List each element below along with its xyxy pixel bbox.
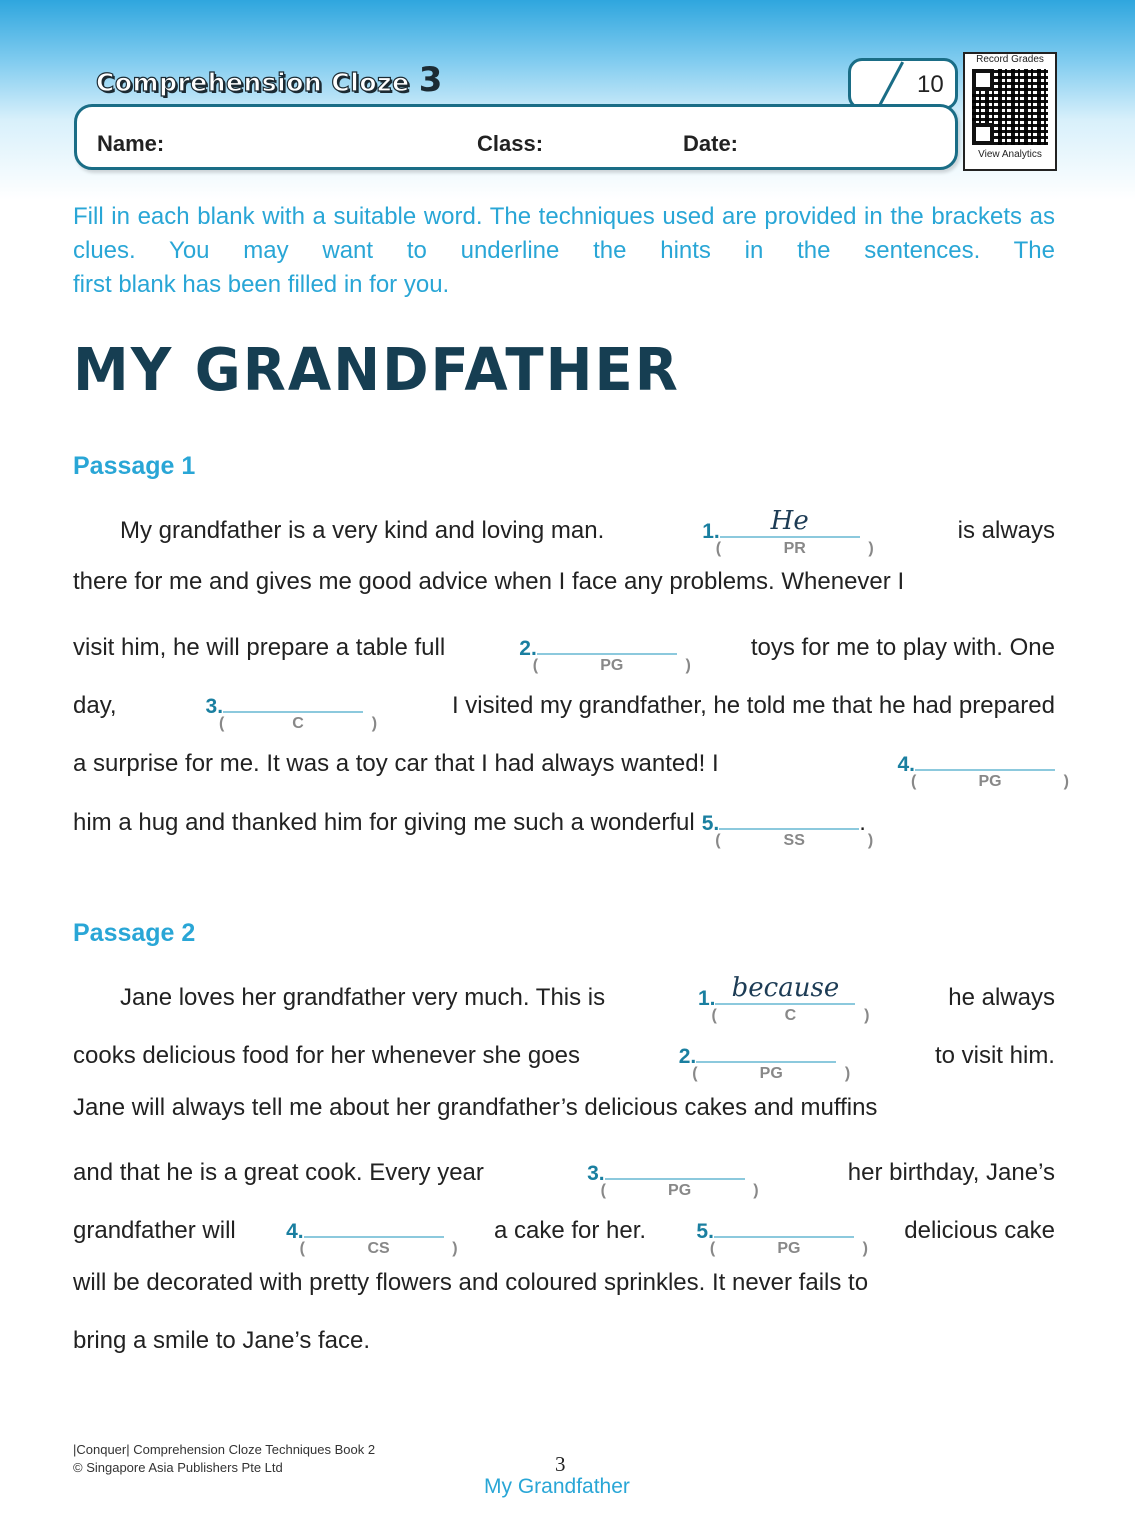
technique-clue: ( PG ) (709, 1240, 868, 1258)
passage-text: to visit him. (934, 1042, 1055, 1070)
cloze-blank[interactable] (702, 506, 874, 557)
technique-clue: ( PG ) (911, 773, 1069, 791)
cloze-blank[interactable] (678, 1035, 851, 1083)
cloze-blank[interactable] (897, 743, 1069, 791)
passage-text: a surprise for me. It was a toy car that I had always wanted! I (73, 750, 719, 778)
passage-line (73, 1035, 1055, 1083)
passage-text: delicious cake (904, 1217, 1055, 1245)
footer-credits: |Conquer| Comprehension Cloze Techniques Book 2 © Singapore Asia Publishers Pte Ltd (73, 1442, 376, 1475)
cloze-blank[interactable] (701, 802, 874, 849)
passage-text: he always (948, 984, 1055, 1011)
passage-text: grandfather will (73, 1217, 236, 1245)
passage-text: her birthday, Jane’s (847, 1158, 1055, 1186)
student-info-box (74, 104, 958, 170)
footer-page-title: My Grandfather (484, 1475, 630, 1498)
passage-line (120, 973, 1055, 1024)
filled-answer: He (770, 506, 809, 536)
blank-number: 3. (205, 694, 224, 718)
cloze-blank[interactable] (696, 1210, 868, 1258)
filled-answer: because (731, 973, 840, 1003)
blank-number: 1. (702, 520, 720, 543)
passage-text: I visited my grandfather, he told me that he had prepared (451, 691, 1055, 719)
page-number: 3 (555, 1452, 566, 1476)
page-title: MY GRANDFATHER (73, 336, 680, 405)
answer-field[interactable] (715, 506, 874, 557)
passage-text: him a hug and thanked him for giving me such a wonderful (73, 808, 695, 836)
passage-line (73, 1269, 1055, 1309)
blank-number: 5. (696, 1220, 714, 1244)
technique-clue: ( PG ) (532, 656, 691, 674)
qr-code[interactable] (963, 52, 1057, 171)
name-label: Name: (97, 131, 165, 156)
answer-field[interactable] (600, 1152, 759, 1199)
technique-clue: ( PG ) (600, 1181, 759, 1199)
answer-field[interactable] (692, 1035, 851, 1083)
technique-clue: ( CS ) (299, 1240, 458, 1258)
passage-text: is always (957, 517, 1055, 544)
cloze-blank[interactable] (519, 627, 691, 674)
answer-field[interactable] (911, 743, 1069, 791)
technique-clue: ( PG ) (692, 1065, 851, 1083)
passage-text: day, (73, 691, 117, 719)
passage-line (73, 1152, 1055, 1199)
passage-text: and that he is a great cook. Every year (73, 1158, 484, 1186)
answer-field[interactable] (299, 1210, 458, 1258)
passage-text: cooks delicious food for her whenever she goes (73, 1042, 580, 1070)
cloze-blank[interactable] (286, 1210, 458, 1258)
qr-top-label: Record Grades (976, 54, 1044, 65)
passage-text: . (859, 808, 866, 836)
passage-line (73, 1210, 1055, 1258)
date-label: Date: (683, 131, 739, 156)
answer-field[interactable] (711, 973, 870, 1024)
technique-clue: ( SS ) (715, 831, 874, 849)
blank-number: 2. (519, 636, 537, 660)
blank-number: 4. (897, 753, 915, 777)
blank-number: 5. (701, 811, 720, 835)
passage-line (73, 568, 1055, 608)
passage-text: a cake for her. (493, 1217, 647, 1245)
passage-text: visit him, he will prepare a table full (73, 633, 446, 661)
blank-number: 2. (678, 1045, 697, 1069)
passage-text: toys for me to play with. One (750, 633, 1055, 661)
cloze-blank[interactable] (205, 685, 378, 732)
blank-number: 1. (697, 987, 716, 1010)
score-box[interactable] (848, 58, 958, 110)
qr-bottom-label: View Analytics (978, 149, 1042, 160)
instructions: Fill in each blank with a suitable word. The techniques used are provided in the brackets as clues. You may want to underline the hints in the sentences. The first blank has been filled in for you. (73, 203, 1055, 298)
passage-line (73, 1094, 1055, 1134)
passage-text: Jane will always tell me about her grandfather’s delicious cakes and muffins (73, 1093, 878, 1121)
technique-clue: ( C ) (711, 1007, 870, 1024)
answer-field[interactable] (219, 685, 378, 732)
passage-text: there for me and gives me good advice when I face any problems. Whenever I (73, 568, 905, 596)
passage-line (73, 743, 1069, 791)
passage-text: will be decorated with pretty flowers and coloured sprinkles. It never fails to (73, 1268, 869, 1296)
class-label: Class: (477, 131, 544, 156)
qr-code-image (972, 69, 1048, 145)
passage-heading: Passage 2 (73, 919, 196, 947)
worksheet-title: Comprehension Cloze 3 (96, 60, 443, 100)
passage-line (120, 506, 1055, 557)
answer-field[interactable] (532, 627, 691, 674)
passage-line (73, 685, 1055, 732)
passage-text: Jane loves her grandfather very much. This is (120, 984, 606, 1011)
cloze-blank[interactable] (587, 1152, 759, 1199)
technique-clue: ( C ) (219, 714, 378, 732)
blank-number: 3. (587, 1161, 605, 1185)
score-total: 10 (917, 71, 944, 98)
passage-line (73, 1327, 1055, 1367)
blank-number: 4. (286, 1220, 304, 1244)
passage-line (73, 802, 1055, 849)
answer-field[interactable] (715, 802, 874, 849)
passage-text: My grandfather is a very kind and loving man. (120, 517, 605, 544)
passage-heading: Passage 1 (73, 452, 196, 480)
passage-text: bring a smile to Jane’s face. (73, 1326, 371, 1354)
technique-clue: ( PR ) (715, 540, 874, 557)
passage-line (73, 627, 1055, 674)
cloze-blank[interactable] (697, 973, 870, 1024)
answer-field[interactable] (709, 1210, 868, 1258)
